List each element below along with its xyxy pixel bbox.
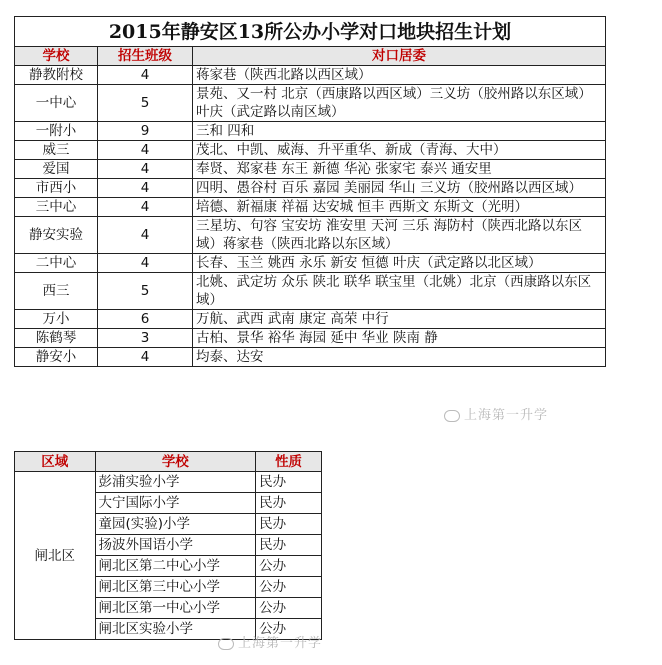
area-cell: 均泰、达安: [193, 348, 606, 367]
classes-cell: 5: [98, 273, 193, 310]
school-name-cell: 童园(实验)小学: [95, 514, 256, 535]
area-cell: 三和 四和: [193, 122, 606, 141]
type-cell: 公办: [256, 598, 322, 619]
district-cell: 闸北区: [15, 472, 96, 640]
school-cell: 二中心: [15, 254, 98, 273]
header-classes: 招生班级: [98, 47, 193, 66]
header-district: 区域: [15, 452, 96, 472]
table-row: [15, 160, 606, 179]
school-cell: 一中心: [15, 85, 98, 122]
header-area: 对口居委: [193, 47, 606, 66]
table-row: [15, 198, 606, 217]
school-cell: 爱国: [15, 160, 98, 179]
school-name-cell: 扬波外国语小学: [95, 535, 256, 556]
table-header-row: [15, 47, 606, 66]
type-cell: 公办: [256, 619, 322, 640]
area-cell: 四明、愚谷村 百乐 嘉园 美丽园 华山 三义坊（胶州路以西区域）: [193, 179, 606, 198]
zhabei-schools-table: [14, 451, 322, 640]
classes-cell: 4: [98, 141, 193, 160]
table-row: [15, 310, 606, 329]
classes-cell: 4: [98, 66, 193, 85]
header-school-name: 学校: [95, 452, 256, 472]
wechat-logo-icon: [218, 638, 234, 650]
header-school: 学校: [15, 47, 98, 66]
school-cell: 静安实验: [15, 217, 98, 254]
area-cell: 古柏、景华 裕华 海园 延中 华业 陕南 静: [193, 329, 606, 348]
classes-cell: 4: [98, 348, 193, 367]
school-name-cell: 闸北区第一中心小学: [95, 598, 256, 619]
table-row: [15, 472, 322, 493]
type-cell: 公办: [256, 577, 322, 598]
table-row: [15, 179, 606, 198]
type-cell: 民办: [256, 472, 322, 493]
table-row: [15, 348, 606, 367]
school-cell: 威三: [15, 141, 98, 160]
enrollment-plan-table: [14, 16, 606, 367]
classes-cell: 3: [98, 329, 193, 348]
classes-cell: 6: [98, 310, 193, 329]
classes-cell: 5: [98, 85, 193, 122]
school-cell: 万小: [15, 310, 98, 329]
type-cell: 民办: [256, 535, 322, 556]
table-row: [15, 122, 606, 141]
header-type: 性质: [256, 452, 322, 472]
area-cell: 蒋家巷（陕西北路以西区域）: [193, 66, 606, 85]
table-row: [15, 66, 606, 85]
classes-cell: 4: [98, 179, 193, 198]
school-name-cell: 闸北区第三中心小学: [95, 577, 256, 598]
area-cell: 奉贤、郑家巷 东王 新德 华沁 张家宅 泰兴 通安里: [193, 160, 606, 179]
watermark: 上海第一升学: [444, 404, 548, 423]
school-cell: 一附小: [15, 122, 98, 141]
classes-cell: 4: [98, 254, 193, 273]
area-cell: 景苑、又一村 北京（西康路以西区域）三义坊（胶州路以东区域）叶庆（武定路以南区域）: [193, 85, 606, 122]
table-row: [15, 217, 606, 254]
classes-cell: 9: [98, 122, 193, 141]
area-cell: 北姚、武定坊 众乐 陕北 联华 联宝里（北姚）北京（西康路以东区域）: [193, 273, 606, 310]
table-title: 2015年静安区13所公办小学对口地块招生计划: [15, 17, 606, 47]
school-name-cell: 闸北区第二中心小学: [95, 556, 256, 577]
school-name-cell: 大宁国际小学: [95, 493, 256, 514]
type-cell: 公办: [256, 556, 322, 577]
area-cell: 长春、玉兰 姚西 永乐 新安 恒德 叶庆（武定路以北区域）: [193, 254, 606, 273]
type-cell: 民办: [256, 514, 322, 535]
school-name-cell: 彭浦实验小学: [95, 472, 256, 493]
table2-header-row: [15, 452, 322, 472]
classes-cell: 4: [98, 160, 193, 179]
table-row: [15, 273, 606, 310]
school-cell: 三中心: [15, 198, 98, 217]
table-row: [15, 141, 606, 160]
school-cell: 市西小: [15, 179, 98, 198]
table-row: [15, 329, 606, 348]
table-row: [15, 85, 606, 122]
classes-cell: 4: [98, 217, 193, 254]
area-cell: 万航、武西 武南 康定 高荣 中行: [193, 310, 606, 329]
table-row: [15, 254, 606, 273]
watermark: 上海第一升学: [218, 632, 322, 651]
school-cell: 陈鹤琴: [15, 329, 98, 348]
school-cell: 静安小: [15, 348, 98, 367]
classes-cell: 4: [98, 198, 193, 217]
type-cell: 民办: [256, 493, 322, 514]
wechat-logo-icon: [444, 410, 460, 422]
area-cell: 茂北、中凯、威海、升平重华、新成（青海、大中）: [193, 141, 606, 160]
school-cell: 西三: [15, 273, 98, 310]
area-cell: 三星坊、句容 宝安坊 淮安里 天河 三乐 海防村（陕西北路以东区域）蒋家巷（陕西北路以东区域）: [193, 217, 606, 254]
school-cell: 静教附校: [15, 66, 98, 85]
school-name-cell: 闸北区实验小学: [95, 619, 256, 640]
area-cell: 培德、新福康 祥福 达安城 恒丰 西斯文 东斯文（光明）: [193, 198, 606, 217]
